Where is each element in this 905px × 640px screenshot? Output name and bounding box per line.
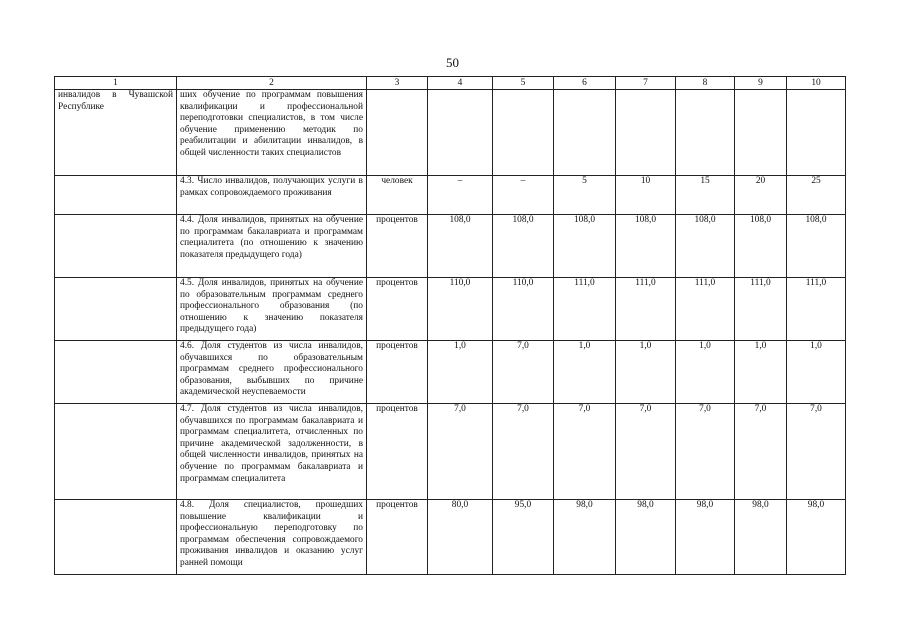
value-cell	[676, 341, 735, 404]
page-number: 50	[446, 55, 459, 70]
value-cell-text: 7,0	[517, 404, 529, 414]
value-cell	[493, 404, 554, 500]
value-cell-text: 80,0	[451, 500, 469, 510]
value-cell-text: 95,0	[514, 500, 532, 510]
unit-cell-text: процентов	[376, 341, 418, 351]
value-cell-text: 7,0	[578, 404, 591, 414]
indicator-name-cell-text: ших обучение по программам повышения квалификации и профессиональной переподготовки специалистов, в том числе обучение применению методик по реабилитации и абилитации инвалидов, в общей численности таких специалистов	[180, 90, 363, 158]
value-cell	[428, 278, 493, 341]
value-cell-text: 7,0	[754, 404, 767, 414]
value-cell-text: 98,0	[637, 500, 654, 510]
value-cell	[787, 341, 846, 404]
value-cell	[616, 278, 676, 341]
value-cell	[676, 215, 735, 278]
value-cell	[428, 500, 493, 575]
value-cell	[493, 176, 554, 215]
value-cell-text: 25	[811, 176, 821, 186]
table-row	[55, 404, 846, 500]
value-cell	[787, 90, 846, 176]
value-cell	[787, 215, 846, 278]
value-cell	[787, 176, 846, 215]
value-cell-text: 7,0	[454, 404, 466, 414]
program-name-cell	[55, 500, 177, 575]
value-cell-text: 98,0	[576, 500, 593, 510]
indicator-name-cell-text: 4.5. Доля инвалидов, принятых на обучение по образовательным программам среднего профессионального образования (по отношению к значению показателя предыдущего года)	[180, 278, 363, 335]
value-cell	[676, 500, 735, 575]
value-cell	[735, 278, 787, 341]
column-header: 4	[428, 77, 493, 90]
value-cell-text: 98,0	[752, 500, 769, 510]
table-row	[55, 90, 846, 176]
value-cell	[735, 500, 787, 575]
program-name-cell	[55, 176, 177, 215]
column-header: 2	[177, 77, 367, 90]
value-cell-text: 15	[700, 176, 710, 186]
value-cell	[616, 500, 676, 575]
value-cell	[493, 278, 554, 341]
value-cell	[428, 215, 493, 278]
value-cell-text: 1,0	[454, 341, 466, 351]
value-cell-text: 108,0	[805, 215, 827, 225]
value-cell	[735, 341, 787, 404]
value-cell	[554, 176, 616, 215]
program-name-cell	[55, 215, 177, 278]
unit-cell	[367, 90, 428, 176]
table-row	[55, 176, 846, 215]
value-cell	[493, 215, 554, 278]
indicator-name-cell-text: 4.6. Доля студентов из числа инвалидов, обучавшихся по образовательным программам среднего профессионального образования, выбывших по причине академической неуспеваемости	[180, 341, 363, 398]
indicator-name-cell	[177, 215, 367, 278]
value-cell-text: 7,0	[639, 404, 652, 414]
value-cell-text: 108,0	[634, 215, 657, 225]
value-cell-text: 110,0	[512, 278, 534, 288]
column-header: 6	[554, 77, 616, 90]
program-name-cell	[55, 404, 177, 500]
value-cell-text: –	[457, 176, 463, 186]
value-cell	[787, 500, 846, 575]
program-name-cell	[55, 278, 177, 341]
value-cell-text: 108,0	[749, 215, 772, 225]
value-cell	[616, 90, 676, 176]
value-cell	[428, 404, 493, 500]
value-cell	[554, 341, 616, 404]
value-cell	[676, 278, 735, 341]
value-cell-text: 98,0	[807, 500, 825, 510]
unit-cell	[367, 404, 428, 500]
value-cell	[735, 404, 787, 500]
value-cell	[428, 90, 493, 176]
column-header: 10	[787, 77, 846, 90]
table-row	[55, 278, 846, 341]
value-cell	[616, 215, 676, 278]
value-cell	[676, 404, 735, 500]
value-cell-text: 1,0	[754, 341, 767, 351]
unit-cell	[367, 176, 428, 215]
value-cell-text: 108,0	[694, 215, 716, 225]
value-cell	[676, 176, 735, 215]
indicator-name-cell	[177, 500, 367, 575]
value-cell-text: 5	[582, 176, 587, 186]
column-header: 1	[55, 77, 177, 90]
unit-cell	[367, 500, 428, 575]
value-cell-text: 20	[755, 176, 766, 186]
value-cell-text: 111,0	[635, 278, 656, 288]
value-cell	[493, 341, 554, 404]
value-cell	[554, 90, 616, 176]
indicator-name-cell	[177, 341, 367, 404]
value-cell	[676, 90, 735, 176]
value-cell-text: 108,0	[573, 215, 596, 225]
value-cell-text: 108,0	[449, 215, 471, 225]
unit-cell-text: процентов	[376, 278, 418, 288]
value-cell	[554, 404, 616, 500]
unit-cell-text: человек	[381, 176, 413, 186]
indicator-name-cell	[177, 90, 367, 176]
value-cell-text: 7,0	[699, 404, 711, 414]
value-cell	[554, 500, 616, 575]
header-row	[55, 77, 846, 90]
unit-cell	[367, 341, 428, 404]
value-cell	[554, 278, 616, 341]
value-cell-text: 7,0	[810, 404, 822, 414]
unit-cell-text: процентов	[376, 404, 418, 414]
unit-cell-text: процентов	[376, 500, 418, 510]
indicator-name-cell-text: 4.7. Доля студентов из числа инвалидов, обучавшихся по программам бакалавриата и программам специалитета, отчисленных по причине академической задолженности, в общей численности инвалидов, принятых на обучение по программам бакалавриата и программам специалитета	[180, 404, 363, 484]
indicator-name-cell	[177, 278, 367, 341]
column-header: 8	[676, 77, 735, 90]
value-cell-text: 110,0	[449, 278, 471, 288]
column-header: 5	[493, 77, 554, 90]
value-cell	[735, 176, 787, 215]
value-cell	[493, 500, 554, 575]
value-cell	[493, 90, 554, 176]
value-cell-text: 1,0	[699, 341, 711, 351]
value-cell-text: 98,0	[696, 500, 714, 510]
indicator-name-cell	[177, 176, 367, 215]
indicator-name-cell-text: 4.4. Доля инвалидов, принятых на обучение по программам бакалавриата и программам специалитета (по отношению к значению показателя предыдущего года)	[180, 215, 363, 260]
value-cell-text: 111,0	[574, 278, 595, 288]
value-cell-text: 1,0	[639, 341, 652, 351]
value-cell-text: –	[520, 176, 526, 186]
value-cell-text: 111,0	[694, 278, 716, 288]
program-name-cell-text: инвалидов в Чувашской Республике	[58, 90, 173, 112]
value-cell	[735, 215, 787, 278]
value-cell-text: 1,0	[578, 341, 591, 351]
unit-cell	[367, 215, 428, 278]
table-row	[55, 215, 846, 278]
column-header: 3	[367, 77, 428, 90]
table-row	[55, 500, 846, 575]
value-cell-text: 1,0	[810, 341, 822, 351]
table-row	[55, 341, 846, 404]
value-cell-text: 7,0	[517, 341, 529, 351]
value-cell	[554, 215, 616, 278]
column-header: 7	[616, 77, 676, 90]
value-cell	[428, 341, 493, 404]
indicator-name-cell-text: 4.3. Число инвалидов, получающих услуги в рамках сопровождаемого проживания	[180, 176, 363, 198]
column-header: 9	[735, 77, 787, 90]
value-cell	[787, 404, 846, 500]
unit-cell-text: процентов	[376, 215, 418, 225]
value-cell-text: 111,0	[750, 278, 771, 288]
indicator-name-cell-text: 4.8. Доля специалистов, прошедших повышение квалификации и профессиональную переподготовку по программам обеспечения сопровождаемого проживания инвалидов и оказанию услуг ранней помощи	[180, 500, 363, 568]
value-cell	[616, 176, 676, 215]
indicator-name-cell	[177, 404, 367, 500]
unit-cell	[367, 278, 428, 341]
value-cell-text: 108,0	[512, 215, 534, 225]
value-cell-text: 10	[640, 176, 651, 186]
value-cell	[616, 341, 676, 404]
value-cell-text: 111,0	[805, 278, 827, 288]
value-cell	[787, 278, 846, 341]
value-cell	[616, 404, 676, 500]
value-cell	[428, 176, 493, 215]
program-name-cell	[55, 341, 177, 404]
value-cell	[735, 90, 787, 176]
indicators-table	[54, 76, 846, 575]
program-name-cell	[55, 90, 177, 176]
